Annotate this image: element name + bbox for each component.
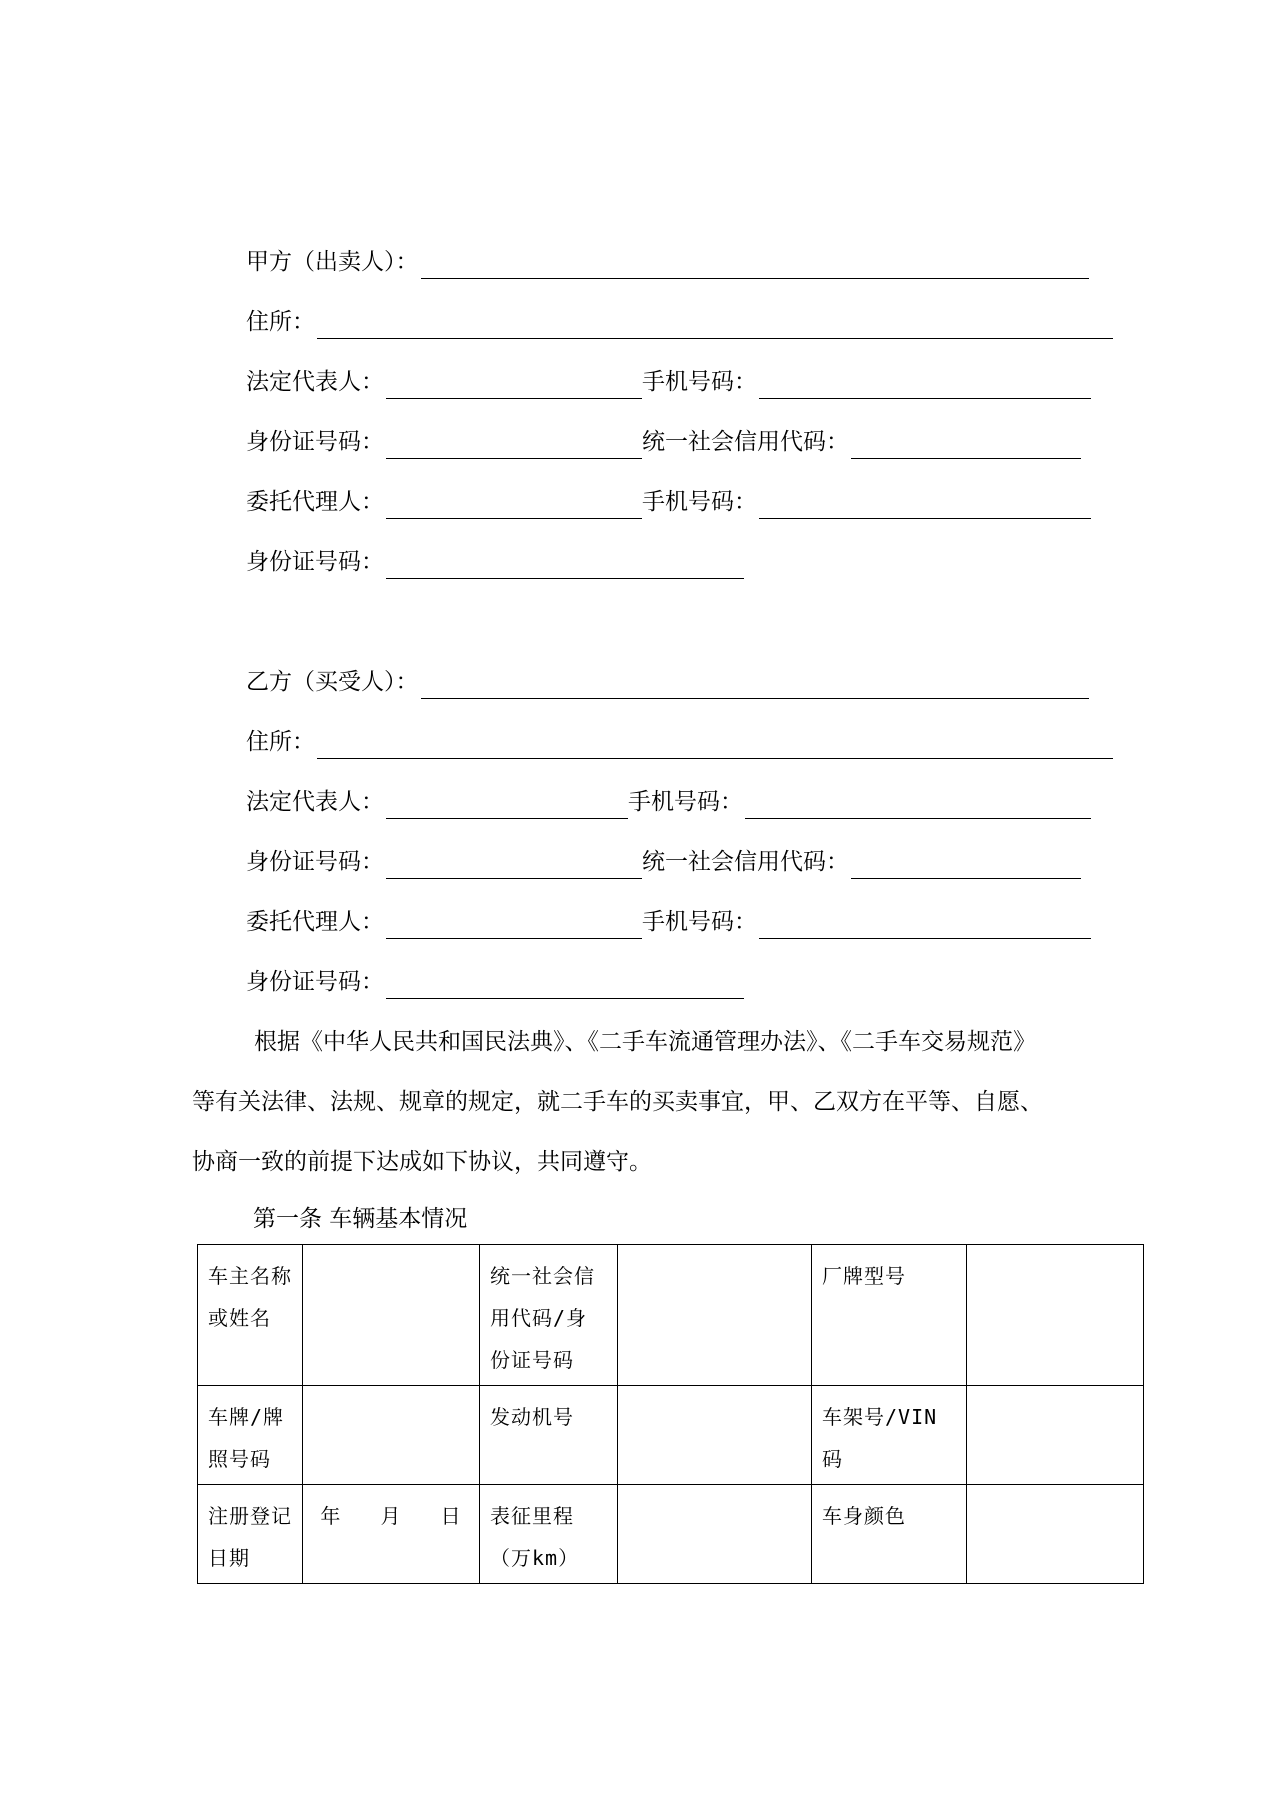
- mileage-label: 表征里程（万km）: [490, 1504, 580, 1570]
- party-a-credit-code-label: 统一社会信用代码：: [642, 429, 849, 455]
- preamble-line-2: 等有关法律、法规、规章的规定，就二手车的买卖事宜，甲、乙双方在平等、自愿、: [192, 1089, 1043, 1115]
- party-a-name-label: 甲方（出卖人）：: [246, 249, 419, 275]
- vin-label-cell: [812, 1386, 967, 1485]
- plate-label-cell: [198, 1386, 303, 1485]
- plate-label: 车牌/牌照号码: [208, 1405, 285, 1471]
- party-b-agent-phone-blank[interactable]: [759, 910, 1091, 939]
- party-b-agent-phone-label: 手机号码：: [642, 909, 757, 935]
- engine-label: 发动机号: [490, 1405, 574, 1429]
- party-b-agent-id-label: 身份证号码：: [246, 969, 384, 995]
- party-a-address-row: [246, 305, 1113, 339]
- reg-date-label: 注册登记日期: [208, 1504, 292, 1570]
- vin-value-cell[interactable]: [967, 1386, 1144, 1485]
- brand-model-label-cell: [812, 1245, 967, 1386]
- party-b-name-blank[interactable]: [421, 670, 1089, 699]
- section-1-title: 第一条 车辆基本情况: [253, 1206, 468, 1232]
- party-b-agent-row: [246, 905, 1091, 939]
- brand-model-value-cell[interactable]: [967, 1245, 1144, 1386]
- party-a-legal-rep-blank[interactable]: [386, 370, 642, 399]
- plate-value-cell[interactable]: [303, 1386, 480, 1485]
- party-b-credit-code-blank[interactable]: [851, 850, 1081, 879]
- color-value-cell[interactable]: [967, 1485, 1144, 1584]
- party-b-credit-code-label: 统一社会信用代码：: [642, 849, 849, 875]
- party-b-address-blank[interactable]: [317, 730, 1113, 759]
- party-a-legal-rep-label: 法定代表人：: [246, 369, 384, 395]
- party-a-id-blank[interactable]: [386, 430, 642, 459]
- party-b-id-blank[interactable]: [386, 850, 642, 879]
- party-b-agent-blank[interactable]: [386, 910, 642, 939]
- party-b-legal-rep-row: [246, 785, 1091, 819]
- brand-model-label: 厂牌型号: [822, 1264, 906, 1288]
- party-b-legal-rep-label: 法定代表人：: [246, 789, 384, 815]
- party-a-name-row: [246, 245, 1089, 279]
- party-b-address-row: [246, 725, 1113, 759]
- reg-date-value-cell[interactable]: [303, 1485, 480, 1584]
- owner-label-cell: [198, 1245, 303, 1386]
- color-label: 车身颜色: [822, 1504, 906, 1528]
- party-a-phone-label: 手机号码：: [642, 369, 757, 395]
- reg-date-value: 年 月 日: [320, 1504, 462, 1528]
- party-a-agent-id-blank[interactable]: [386, 550, 744, 579]
- credit-id-label: 统一社会信用代码/身份证号码: [490, 1264, 595, 1372]
- party-a-agent-row: [246, 485, 1091, 519]
- party-a-agent-phone-blank[interactable]: [759, 490, 1091, 519]
- party-b-name-label: 乙方（买受人）：: [246, 669, 419, 695]
- party-b-legal-rep-blank[interactable]: [386, 790, 628, 819]
- table-row: [198, 1386, 1144, 1485]
- owner-value-cell[interactable]: [303, 1245, 480, 1386]
- party-a-id-label: 身份证号码：: [246, 429, 384, 455]
- party-a-agent-id-label: 身份证号码：: [246, 549, 384, 575]
- engine-label-cell: [480, 1386, 618, 1485]
- party-a-id-row: [246, 425, 1081, 459]
- party-b-agent-id-row: [246, 965, 744, 999]
- party-a-agent-phone-label: 手机号码：: [642, 489, 757, 515]
- party-a-agent-label: 委托代理人：: [246, 489, 384, 515]
- owner-label: 车主名称或姓名: [208, 1264, 292, 1330]
- party-a-address-blank[interactable]: [317, 310, 1113, 339]
- party-b-name-row: [246, 665, 1089, 699]
- color-label-cell: [812, 1485, 967, 1584]
- party-b-id-label: 身份证号码：: [246, 849, 384, 875]
- table-row: [198, 1485, 1144, 1584]
- party-a-credit-code-blank[interactable]: [851, 430, 1081, 459]
- credit-id-label-cell: [480, 1245, 618, 1386]
- party-b-phone-blank[interactable]: [745, 790, 1091, 819]
- party-b-id-row: [246, 845, 1081, 879]
- mileage-value-cell[interactable]: [618, 1485, 812, 1584]
- reg-date-label-cell: [198, 1485, 303, 1584]
- mileage-label-cell: [480, 1485, 618, 1584]
- party-a-agent-blank[interactable]: [386, 490, 642, 519]
- table-row: [198, 1245, 1144, 1386]
- party-a-phone-blank[interactable]: [759, 370, 1091, 399]
- preamble-line-1: 根据《中华人民共和国民法典》、《二手车流通管理办法》、《二手车交易规范》: [254, 1029, 1036, 1055]
- party-a-name-blank[interactable]: [421, 250, 1089, 279]
- party-b-agent-label: 委托代理人：: [246, 909, 384, 935]
- preamble-line-3: 协商一致的前提下达成如下协议，共同遵守。: [192, 1149, 652, 1175]
- vin-label: 车架号/VIN码: [822, 1405, 938, 1471]
- engine-value-cell[interactable]: [618, 1386, 812, 1485]
- vehicle-info-table: [197, 1244, 1144, 1584]
- party-b-phone-label: 手机号码：: [628, 789, 743, 815]
- credit-id-value-cell[interactable]: [618, 1245, 812, 1386]
- party-a-agent-id-row: [246, 545, 744, 579]
- party-b-agent-id-blank[interactable]: [386, 970, 744, 999]
- party-a-legal-rep-row: [246, 365, 1091, 399]
- party-b-address-label: 住所：: [246, 729, 315, 755]
- party-a-address-label: 住所：: [246, 309, 315, 335]
